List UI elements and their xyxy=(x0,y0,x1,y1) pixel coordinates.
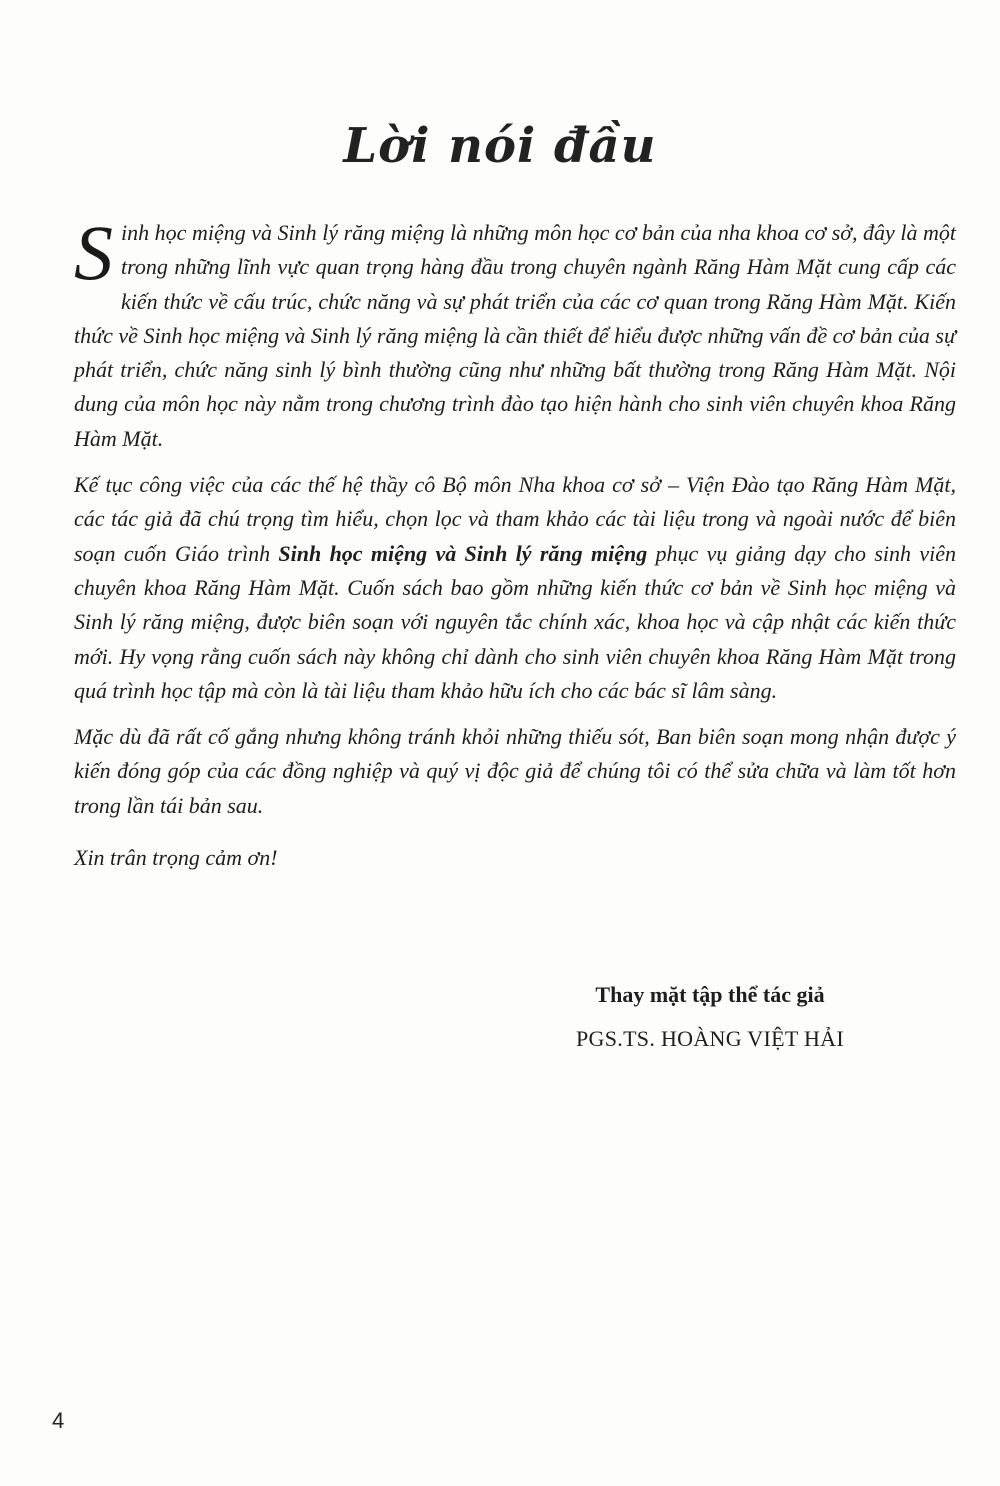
closing-thanks: Xin trân trọng cảm ơn! xyxy=(74,845,278,871)
paragraph-1-text: inh học miệng và Sinh lý răng miệng là những môn học cơ bản của nha khoa cơ sở, đây là một trong những lĩnh vực quan trọng hàng đầu trong chuyên ngành Răng Hàm Mặt cung cấp các kiến thức về cấu trúc, chức năng và sự phát triển của các cơ quan trong Răng Hàm Mặt. Kiến thức về Sinh học miệng và Sinh lý răng miệng là cần thiết để hiểu được những vấn đề cơ bản của sự phát triển, chức năng sinh lý bình thường cũng như những bất thường trong Răng Hàm Mặt. Nội dung của môn học này nằm trong chương trình đào tạo hiện hành cho sinh viên chuyên khoa Răng Hàm Mặt. xyxy=(74,220,956,451)
preface-body xyxy=(74,209,956,887)
drop-cap: S xyxy=(74,209,113,296)
signature-role: Thay mặt tập thể tác giả xyxy=(595,982,825,1007)
paragraph-1 xyxy=(74,209,956,456)
paragraph-3: Mặc dù đã rất cố gắng nhưng không tránh khỏi những thiếu sót, Ban biên soạn mong nhận được ý kiến đóng góp của các đồng nghiệp và quý vị độc giả để chúng tôi có thể sửa chữa và làm tốt hơn trong lần tái bản sau. xyxy=(74,724,956,818)
page-title: Lời nói đầu xyxy=(343,118,657,174)
signature-name: PGS.TS. HOÀNG VIỆT HẢI xyxy=(576,1026,844,1051)
page-number: 4 xyxy=(52,1408,65,1433)
paragraph-2-text-start: Kế tục công việc của các thế hệ thầy cô Bộ môn Nha khoa cơ sở – Viện Đào tạo Răng Hàm Mặt, các tác giả đã chú trọng tìm hiểu, chọn lọc và tham khảo các tài liệu trong và ngoài nước để biên soạn cuốn Giáo trình xyxy=(74,472,956,566)
paragraph-2 xyxy=(74,468,956,708)
paragraph-2-text-end: phục vụ giảng dạy cho sinh viên chuyên khoa Răng Hàm Mặt. Cuốn sách bao gồm những kiến thức cơ bản về Sinh học miệng và Sinh lý răng miệng, được biên soạn với nguyên tắc chính xác, khoa học và cập nhật các kiến thức mới. Hy vọng rằng cuốn sách này không chỉ dành cho sinh viên chuyên khoa Răng Hàm Mặt trong quá trình học tập mà còn là tài liệu tham khảo hữu ích cho các bác sĩ lâm sàng. xyxy=(74,540,956,703)
book-title-emphasis: Sinh học miệng và Sinh lý răng miệng xyxy=(278,540,648,566)
